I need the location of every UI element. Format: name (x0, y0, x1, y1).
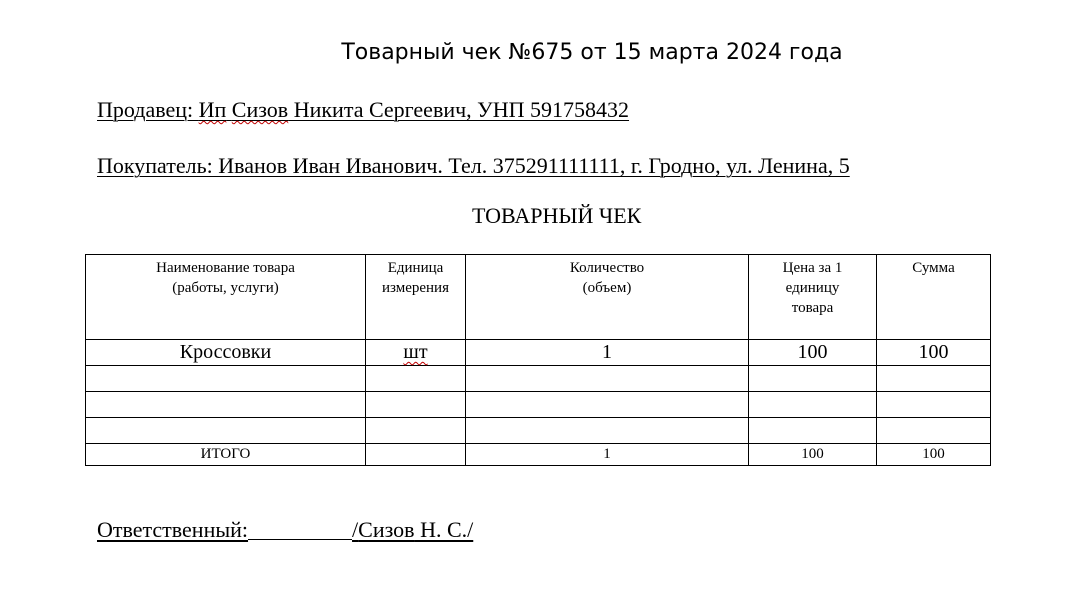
empty-cell (749, 392, 877, 418)
document-title: Товарный чек №675 от 15 марта 2024 года (341, 40, 843, 65)
cell-unit-text: шт (403, 341, 428, 363)
empty-cell (877, 366, 991, 392)
empty-cell (466, 418, 749, 444)
empty-cell (366, 418, 466, 444)
header-price: Цена за 1 единицу товара (749, 255, 877, 340)
empty-cell (86, 366, 366, 392)
seller-ip: Ип (198, 97, 227, 122)
table-header-row (86, 255, 991, 340)
empty-cell (86, 418, 366, 444)
cell-sum: 100 (877, 340, 991, 366)
empty-cell (749, 366, 877, 392)
total-quantity: 1 (466, 444, 749, 466)
empty-cell (86, 392, 366, 418)
empty-cell (366, 366, 466, 392)
empty-cell (749, 418, 877, 444)
seller-surname: Сизов (231, 97, 289, 122)
cell-price: 100 (749, 340, 877, 366)
seller-rest: Никита Сергеевич, УНП 591758432 (288, 97, 630, 122)
empty-cell (877, 392, 991, 418)
receipt-heading: ТОВАРНЫЙ ЧЕК (472, 203, 642, 228)
responsible-label: Ответственный: (97, 517, 249, 542)
seller-line (97, 97, 833, 123)
header-quantity: Количество (объем) (466, 255, 749, 340)
receipt-table (85, 254, 991, 466)
seller-label: Продавец: (97, 97, 199, 122)
empty-cell (877, 418, 991, 444)
header-sum: Сумма (877, 255, 991, 340)
cell-quantity: 1 (466, 340, 749, 366)
table-row-empty (86, 366, 991, 392)
table-row-empty (86, 392, 991, 418)
total-price: 100 (749, 444, 877, 466)
table-row (86, 340, 991, 366)
signature-open: / (352, 517, 359, 542)
total-unit (366, 444, 466, 466)
signature-blank-line (248, 538, 352, 540)
header-unit: Единица измерения (366, 255, 466, 340)
table-row-empty (86, 418, 991, 444)
empty-cell (466, 366, 749, 392)
cell-unit (366, 340, 466, 366)
total-label: ИТОГО (86, 444, 366, 466)
empty-cell (466, 392, 749, 418)
header-item-name: Наименование товара (работы, услуги) (86, 255, 366, 340)
signature-surname: Сизов (358, 517, 415, 542)
buyer-line: Покупатель: Иванов Иван Иванович. Тел. 375291111111, г. Гродно, ул. Ленина, 5 (97, 153, 850, 178)
responsible-line (97, 517, 473, 543)
total-sum: 100 (877, 444, 991, 466)
table-total-row (86, 444, 991, 466)
signature-rest: Н. С./ (414, 517, 474, 542)
seller-blank-line (629, 116, 833, 117)
cell-item-name: Кроссовки (86, 340, 366, 366)
empty-cell (366, 392, 466, 418)
